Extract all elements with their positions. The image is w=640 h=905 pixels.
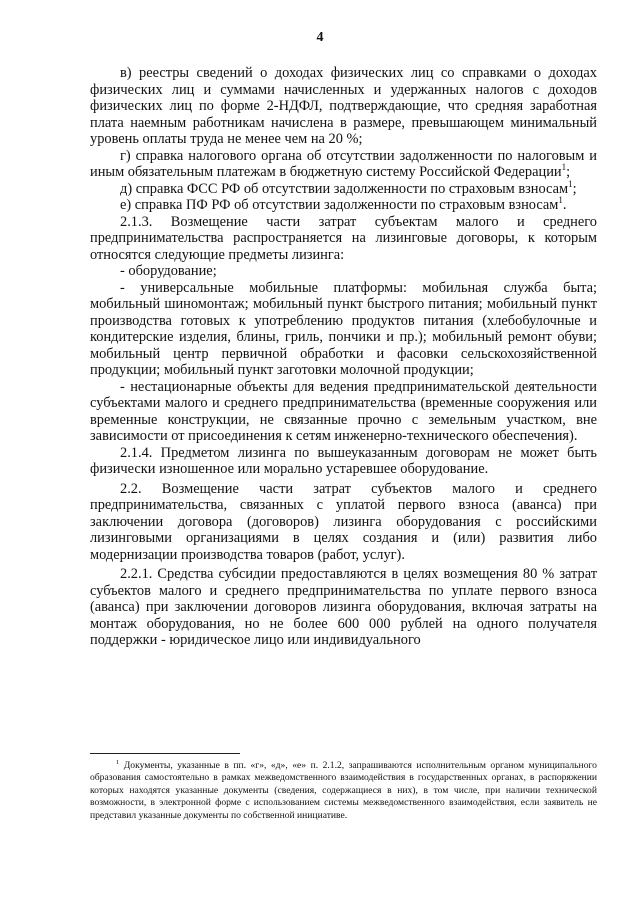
list-item-equipment: - оборудование;: [120, 263, 217, 279]
list-item-non-stationary-objects: - нестационарные объекты для ведения предпринимательской деятельности субъектами малого и среднего предпринимательства (временные сооружения или временные конструкции, не связанные прочно с земельным участком, вне зависимости от присоединения к сетям инженерно-технического обеспечения).: [90, 378, 597, 444]
footnote: [90, 760, 597, 822]
paragraph-2-2-1: 2.2.1. Средства субсидии предоставляются в целях возмещения 80 % затрат субъектов малого и среднего предпринимательства по уплате первого взноса (аванса) при заключении договоров лизинга оборудования, включая затраты на монтаж оборудования, но не более 600 000 рублей на одного получателя поддержки - юридическое лицо или индивидуального: [90, 566, 597, 648]
paragraph-2-2: 2.2. Возмещение части затрат субъектов малого и среднего предпринимательства, связанных с уплатой первого взноса (аванса) при заключении договора (договоров) лизинга оборудования с российскими лизинговыми организациями в целях создания и (или) развития либо модернизации производства товаров (работ, услуг).: [90, 480, 597, 563]
paragraph-2-1-4: 2.1.4. Предметом лизинга по вышеуказанным договорам не может быть физически изношенное или морально устаревшее оборудование.: [90, 444, 597, 477]
page-number: 4: [316, 30, 324, 45]
paragraph-d-suffix: ;: [572, 180, 577, 197]
footnote-divider: [90, 753, 240, 754]
paragraph-2-1-3: 2.1.3. Возмещение части затрат субъектам малого и среднего предпринимательства распространяется на лизинговые договоры, к которым относятся следующие предметы лизинга:: [90, 213, 597, 263]
paragraph-e-suffix: .: [562, 197, 567, 213]
footnote-reference: 1: [558, 195, 563, 206]
list-item-mobile-platforms: - универсальные мобильные платформы: мобильная служба быта; мобильный шиномонтаж; мобильный пункт быстрого питания; мобильный пункт производства готовых к употреблению продуктов питания (хлебобулочные и кондитерские изделия, блины, гриль, пончики и пр.); мобильный ремонт обуви; мобильный центр первичной обработки и фасовки сельскохозяйственной продукции; мобильный пункт заготовки молочной продукции;: [90, 279, 597, 378]
footnote-text: Документы, указанные в пп. «г», «д», «е» п. 2.1.2, запрашиваются исполнительным органом муниципального образования самостоятельно в рамках межведомственного взаимодействия в государственных органах, в распоряжении которых находятся указанные документы (сведения, содержащиеся в них), в том числе, при наличии технической возможности, в электронной форме с использованием системы межведомственного взаимодействия, если заявитель не представил указанные документы по собственной инициативе.: [90, 760, 597, 821]
paragraph-g-tax-certificate: [90, 148, 597, 181]
paragraph-d-text: д) справка ФСС РФ об отсутствии задолженности по страховым взносам: [120, 180, 569, 197]
footnote-mark: 1: [116, 758, 120, 766]
paragraph-d-fss-certificate: [90, 178, 597, 198]
paragraph-g-text: г) справка налогового органа об отсутствии задолженности по налоговым и иным обязательным платежам в бюджетную систему Российской Федерации: [90, 147, 597, 180]
footnote-reference: 1: [561, 162, 567, 173]
footnote-reference: 1: [568, 178, 573, 189]
paragraph-e-text: е) справка ПФ РФ об отсутствии задолженности по страховым взносам: [120, 197, 559, 213]
document-body: [90, 65, 597, 649]
paragraph-e-pf-certificate: [90, 197, 597, 214]
paragraph-v-registers: в) реестры сведений о доходах физических лиц со справками о доходах физических лиц и суммами начисленных и удержанных налогов с доходов физических лиц по форме 2-НДФЛ, подтверждающие, что средняя заработная плата наемным работникам начислена в размере, превышающем минимальный уровень оплаты труда не менее чем на 20 %;: [90, 65, 597, 147]
paragraph-g-suffix: ;: [566, 164, 571, 180]
